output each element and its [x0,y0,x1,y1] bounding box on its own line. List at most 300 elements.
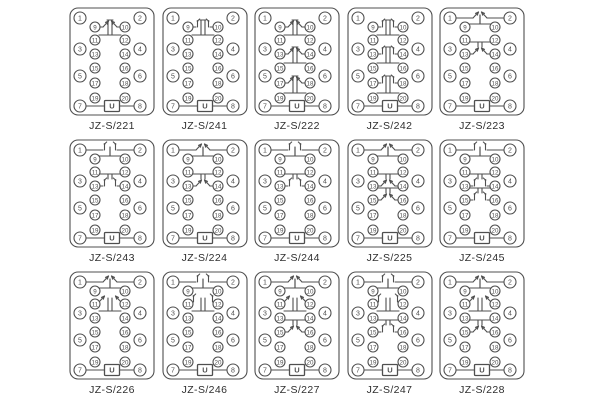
relay-diagram-cell [66,138,158,264]
terminal-number: 19 [184,95,191,103]
terminal-number: 2 [323,279,327,287]
terminal-number: 20 [491,359,499,367]
coil-u-label: U [386,101,393,111]
terminal-number: 2 [230,279,235,287]
terminal-number: 3 [78,310,82,318]
terminal-number: 7 [355,235,360,243]
relay-socket-diagram [344,138,436,251]
terminal-number: 4 [230,310,235,318]
terminal-number: 16 [491,329,499,337]
terminal-number: 15 [369,65,376,73]
terminal-number: 15 [91,197,99,205]
diagram-label: JZ-S/242 [366,120,413,132]
terminal-number: 4 [138,178,142,186]
relay-diagram-cell [66,6,158,132]
terminal-number: 4 [415,310,420,318]
terminal-number: 1 [263,279,267,287]
terminal-number: 20 [491,95,499,103]
diagram-label: JZ-S/247 [366,384,413,396]
relay-socket-diagram [436,138,528,251]
terminal-number: 17 [91,212,99,220]
terminal-number: 3 [170,178,175,186]
terminal-number: 7 [263,235,267,243]
terminal-number: 13 [276,315,284,323]
terminal-number: 18 [214,344,221,352]
terminal-number: 5 [355,73,360,81]
diagram-label: JZ-S/246 [181,384,228,396]
coil-u-label: U [294,365,300,375]
terminal-number: 17 [369,212,376,220]
terminal-number: 11 [184,37,191,45]
terminal-number: 13 [461,315,469,323]
relay-socket-diagram [159,6,251,119]
terminal-number: 13 [91,51,99,59]
terminal-number: 5 [448,337,452,345]
terminal-number: 12 [491,169,499,177]
terminal-number: 19 [184,359,191,367]
terminal-number: 4 [508,178,512,186]
terminal-number: 14 [399,315,406,323]
terminal-number: 16 [306,65,314,73]
terminal-number: 13 [461,51,469,59]
terminal-number: 6 [415,73,420,81]
terminal-number: 15 [276,329,284,337]
terminal-number: 4 [323,178,327,186]
terminal-number: 10 [214,288,221,296]
terminal-number: 20 [306,227,314,235]
relay-diagram-cell [251,6,343,132]
terminal-number: 4 [508,310,512,318]
terminal-number: 12 [121,301,129,309]
terminal-number: 3 [263,310,267,318]
terminal-number: 9 [93,156,97,164]
terminal-number: 18 [491,80,499,88]
terminal-number: 15 [91,329,99,337]
coil-u-label: U [109,233,115,243]
terminal-number: 13 [184,183,191,191]
diagram-label: JZ-S/228 [459,384,505,396]
terminal-number: 18 [121,80,129,88]
terminal-number: 11 [276,169,284,177]
terminal-number: 16 [491,197,499,205]
terminal-number: 9 [278,288,282,296]
terminal-number: 6 [323,337,327,345]
terminal-number: 16 [399,329,406,337]
terminal-number: 13 [369,51,376,59]
terminal-number: 13 [369,315,376,323]
terminal-number: 12 [306,301,314,309]
terminal-number: 19 [369,359,376,367]
relay-diagram-cell [66,270,158,396]
terminal-number: 9 [278,24,282,32]
terminal-number: 15 [461,197,469,205]
terminal-number: 12 [399,169,406,177]
terminal-number: 3 [448,46,452,54]
terminal-number: 1 [170,15,175,23]
terminal-number: 9 [185,288,190,296]
terminal-number: 7 [355,103,360,111]
terminal-number: 6 [230,205,235,213]
terminal-number: 4 [415,46,420,54]
terminal-number: 3 [448,178,452,186]
terminal-number: 2 [138,279,142,287]
terminal-number: 6 [508,205,512,213]
terminal-number: 5 [78,205,82,213]
terminal-number: 6 [415,337,420,345]
terminal-number: 2 [323,15,327,23]
relay-socket-diagram [159,270,251,383]
terminal-number: 2 [138,147,142,155]
terminal-number: 18 [399,212,406,220]
diagram-label: JZ-S/224 [181,252,228,264]
terminal-number: 4 [323,310,327,318]
diagram-label: JZ-S/226 [89,384,135,396]
terminal-number: 5 [263,73,267,81]
terminal-number: 11 [276,301,284,309]
terminal-number: 12 [214,301,221,309]
terminal-number: 11 [369,37,376,45]
terminal-number: 8 [323,235,327,243]
terminal-number: 18 [306,80,314,88]
terminal-number: 11 [461,301,469,309]
terminal-number: 14 [306,51,314,59]
terminal-number: 10 [491,24,499,32]
terminal-number: 20 [306,95,314,103]
terminal-number: 13 [369,183,376,191]
terminal-number: 5 [355,337,360,345]
terminal-number: 11 [369,169,376,177]
terminal-number: 11 [91,169,99,177]
relay-socket-diagram [251,270,343,383]
terminal-number: 16 [214,65,221,73]
terminal-number: 4 [323,46,327,54]
coil-u-label: U [109,101,115,111]
relay-diagram-cell [436,138,528,264]
terminal-number: 7 [448,103,452,111]
coil-u-label: U [479,233,485,243]
terminal-number: 1 [170,279,175,287]
terminal-number: 10 [306,288,314,296]
terminal-number: 20 [306,359,314,367]
terminal-number: 5 [448,205,452,213]
relay-socket-diagram [344,270,436,383]
terminal-number: 1 [448,147,452,155]
terminal-number: 6 [508,73,512,81]
terminal-number: 20 [214,227,221,235]
terminal-number: 13 [276,183,284,191]
relay-socket-diagram [66,138,158,251]
terminal-number: 4 [508,46,512,54]
terminal-number: 14 [121,51,129,59]
relay-diagram-cell [251,138,343,264]
terminal-number: 10 [491,156,499,164]
relay-socket-diagram [436,6,528,119]
terminal-number: 19 [276,227,284,235]
terminal-number: 18 [399,80,406,88]
diagram-label: JZ-S/241 [181,120,228,132]
terminal-number: 15 [461,329,469,337]
terminal-number: 2 [508,147,512,155]
terminal-number: 5 [170,205,175,213]
coil-u-label: U [201,101,208,111]
relay-socket-diagram [436,270,528,383]
terminal-number: 6 [230,337,235,345]
terminal-number: 8 [508,235,512,243]
terminal-number: 9 [370,24,375,32]
terminal-number: 8 [415,367,420,375]
relay-diagram-cell [159,6,251,132]
terminal-number: 12 [214,37,221,45]
terminal-number: 19 [369,227,376,235]
terminal-number: 15 [369,197,376,205]
terminal-number: 14 [121,183,129,191]
terminal-number: 8 [230,367,235,375]
relay-diagram-cell [436,270,528,396]
terminal-number: 8 [323,103,327,111]
terminal-number: 4 [138,310,142,318]
terminal-number: 17 [184,344,191,352]
coil-u-label: U [201,233,208,243]
terminal-number: 19 [91,227,99,235]
terminal-number: 6 [508,337,512,345]
coil-u-label: U [201,365,208,375]
terminal-number: 7 [263,103,267,111]
terminal-number: 6 [230,73,235,81]
diagram-label: JZ-S/221 [89,120,135,132]
terminal-number: 18 [121,344,129,352]
terminal-number: 16 [399,65,406,73]
terminal-number: 14 [306,183,314,191]
terminal-number: 2 [415,147,420,155]
coil-u-label: U [109,365,115,375]
relay-socket-diagram [344,6,436,119]
terminal-number: 19 [461,359,469,367]
terminal-number: 20 [491,227,499,235]
terminal-number: 6 [138,73,142,81]
terminal-number: 8 [230,235,235,243]
terminal-number: 17 [184,212,191,220]
terminal-number: 17 [276,212,284,220]
terminal-number: 7 [448,235,452,243]
terminal-number: 6 [415,205,420,213]
terminal-number: 19 [276,95,284,103]
terminal-number: 18 [399,344,406,352]
terminal-number: 5 [78,73,82,81]
terminal-number: 10 [306,24,314,32]
terminal-number: 5 [355,205,360,213]
terminal-number: 7 [170,103,175,111]
terminal-number: 2 [138,15,142,23]
terminal-number: 6 [138,205,142,213]
terminal-number: 14 [399,183,406,191]
coil-u-label: U [294,233,300,243]
coil-u-label: U [479,365,485,375]
terminal-number: 11 [184,169,191,177]
terminal-number: 11 [276,37,284,45]
terminal-number: 14 [214,315,221,323]
terminal-number: 15 [369,329,376,337]
relay-diagram-cell [344,6,436,132]
terminal-number: 20 [399,95,406,103]
terminal-number: 7 [78,103,82,111]
diagram-label: JZ-S/227 [274,384,320,396]
terminal-number: 10 [491,288,499,296]
relay-socket-diagram [66,6,158,119]
terminal-number: 9 [463,288,467,296]
terminal-number: 11 [461,37,469,45]
terminal-number: 11 [369,301,376,309]
diagram-label: JZ-S/223 [459,120,505,132]
terminal-number: 17 [369,80,376,88]
terminal-number: 16 [306,329,314,337]
terminal-number: 12 [121,37,129,45]
terminal-number: 3 [355,310,360,318]
terminal-number: 3 [448,310,452,318]
terminal-number: 17 [369,344,376,352]
terminal-number: 12 [399,301,406,309]
terminal-number: 13 [91,315,99,323]
terminal-number: 4 [138,46,142,54]
terminal-number: 19 [91,95,99,103]
terminal-number: 15 [184,65,191,73]
terminal-number: 13 [91,183,99,191]
terminal-number: 9 [463,156,467,164]
terminal-number: 1 [78,147,82,155]
relay-diagram-cell [344,270,436,396]
terminal-number: 1 [355,147,360,155]
terminal-number: 8 [138,103,142,111]
terminal-number: 3 [263,46,267,54]
terminal-number: 20 [399,359,406,367]
terminal-number: 14 [214,51,221,59]
terminal-number: 2 [323,147,327,155]
terminal-number: 7 [355,367,360,375]
terminal-number: 6 [323,205,327,213]
terminal-number: 19 [91,359,99,367]
terminal-number: 6 [323,73,327,81]
terminal-number: 10 [399,288,406,296]
terminal-number: 12 [399,37,406,45]
terminal-number: 1 [263,15,267,23]
terminal-number: 15 [91,65,99,73]
terminal-number: 16 [214,329,221,337]
relay-diagram-cell [344,138,436,264]
relay-socket-diagram [251,6,343,119]
terminal-number: 10 [214,156,221,164]
terminal-number: 13 [184,315,191,323]
terminal-number: 16 [121,197,129,205]
terminal-number: 9 [278,156,282,164]
terminal-number: 16 [306,197,314,205]
terminal-number: 8 [508,103,512,111]
terminal-number: 17 [276,344,284,352]
terminal-number: 3 [355,46,360,54]
relay-socket-diagram [66,270,158,383]
terminal-number: 18 [306,212,314,220]
terminal-number: 8 [415,103,420,111]
diagram-label: JZ-S/244 [274,252,320,264]
relay-socket-diagram [251,138,343,251]
terminal-number: 20 [121,95,129,103]
terminal-number: 17 [461,80,469,88]
terminal-number: 5 [448,73,452,81]
coil-u-label: U [479,101,485,111]
terminal-number: 16 [214,197,221,205]
terminal-number: 18 [491,212,499,220]
terminal-number: 10 [121,24,129,32]
terminal-number: 1 [263,147,267,155]
terminal-number: 14 [214,183,221,191]
terminal-number: 9 [370,156,375,164]
terminal-number: 15 [276,65,284,73]
terminal-number: 14 [491,315,499,323]
relay-socket-diagram [159,138,251,251]
terminal-number: 15 [461,65,469,73]
terminal-number: 2 [415,15,420,23]
terminal-number: 17 [91,80,99,88]
terminal-number: 1 [448,15,452,23]
terminal-number: 14 [306,315,314,323]
terminal-number: 18 [214,80,221,88]
relay-diagram-cell [159,270,251,396]
terminal-number: 2 [508,15,512,23]
terminal-number: 20 [399,227,406,235]
terminal-number: 13 [461,183,469,191]
terminal-number: 9 [185,156,190,164]
terminal-number: 17 [461,212,469,220]
terminal-number: 12 [214,169,221,177]
terminal-number: 17 [184,80,191,88]
terminal-number: 1 [355,279,360,287]
terminal-number: 12 [491,301,499,309]
terminal-number: 5 [263,337,267,345]
terminal-number: 2 [508,279,512,287]
terminal-number: 5 [263,205,267,213]
coil-u-label: U [386,365,393,375]
terminal-number: 1 [448,279,452,287]
terminal-number: 8 [415,235,420,243]
terminal-number: 12 [491,37,499,45]
terminal-number: 17 [276,80,284,88]
terminal-number: 20 [121,227,129,235]
terminal-number: 12 [306,37,314,45]
terminal-number: 16 [121,65,129,73]
relay-diagram-cell [251,270,343,396]
diagram-label: JZ-S/245 [459,252,505,264]
terminal-number: 18 [214,212,221,220]
terminal-number: 10 [121,288,129,296]
terminal-number: 19 [184,227,191,235]
terminal-number: 12 [306,169,314,177]
terminal-number: 20 [214,95,221,103]
terminal-number: 19 [461,227,469,235]
terminal-number: 18 [121,212,129,220]
terminal-number: 9 [185,24,190,32]
relay-diagram-cell [159,138,251,264]
terminal-number: 16 [121,329,129,337]
terminal-number: 16 [491,65,499,73]
terminal-number: 1 [170,147,175,155]
terminal-number: 2 [415,279,420,287]
terminal-number: 19 [369,95,376,103]
terminal-number: 14 [399,51,406,59]
terminal-number: 3 [263,178,267,186]
terminal-number: 16 [399,197,406,205]
terminal-number: 11 [91,37,99,45]
terminal-number: 3 [170,46,175,54]
terminal-number: 8 [508,367,512,375]
terminal-number: 8 [138,367,142,375]
